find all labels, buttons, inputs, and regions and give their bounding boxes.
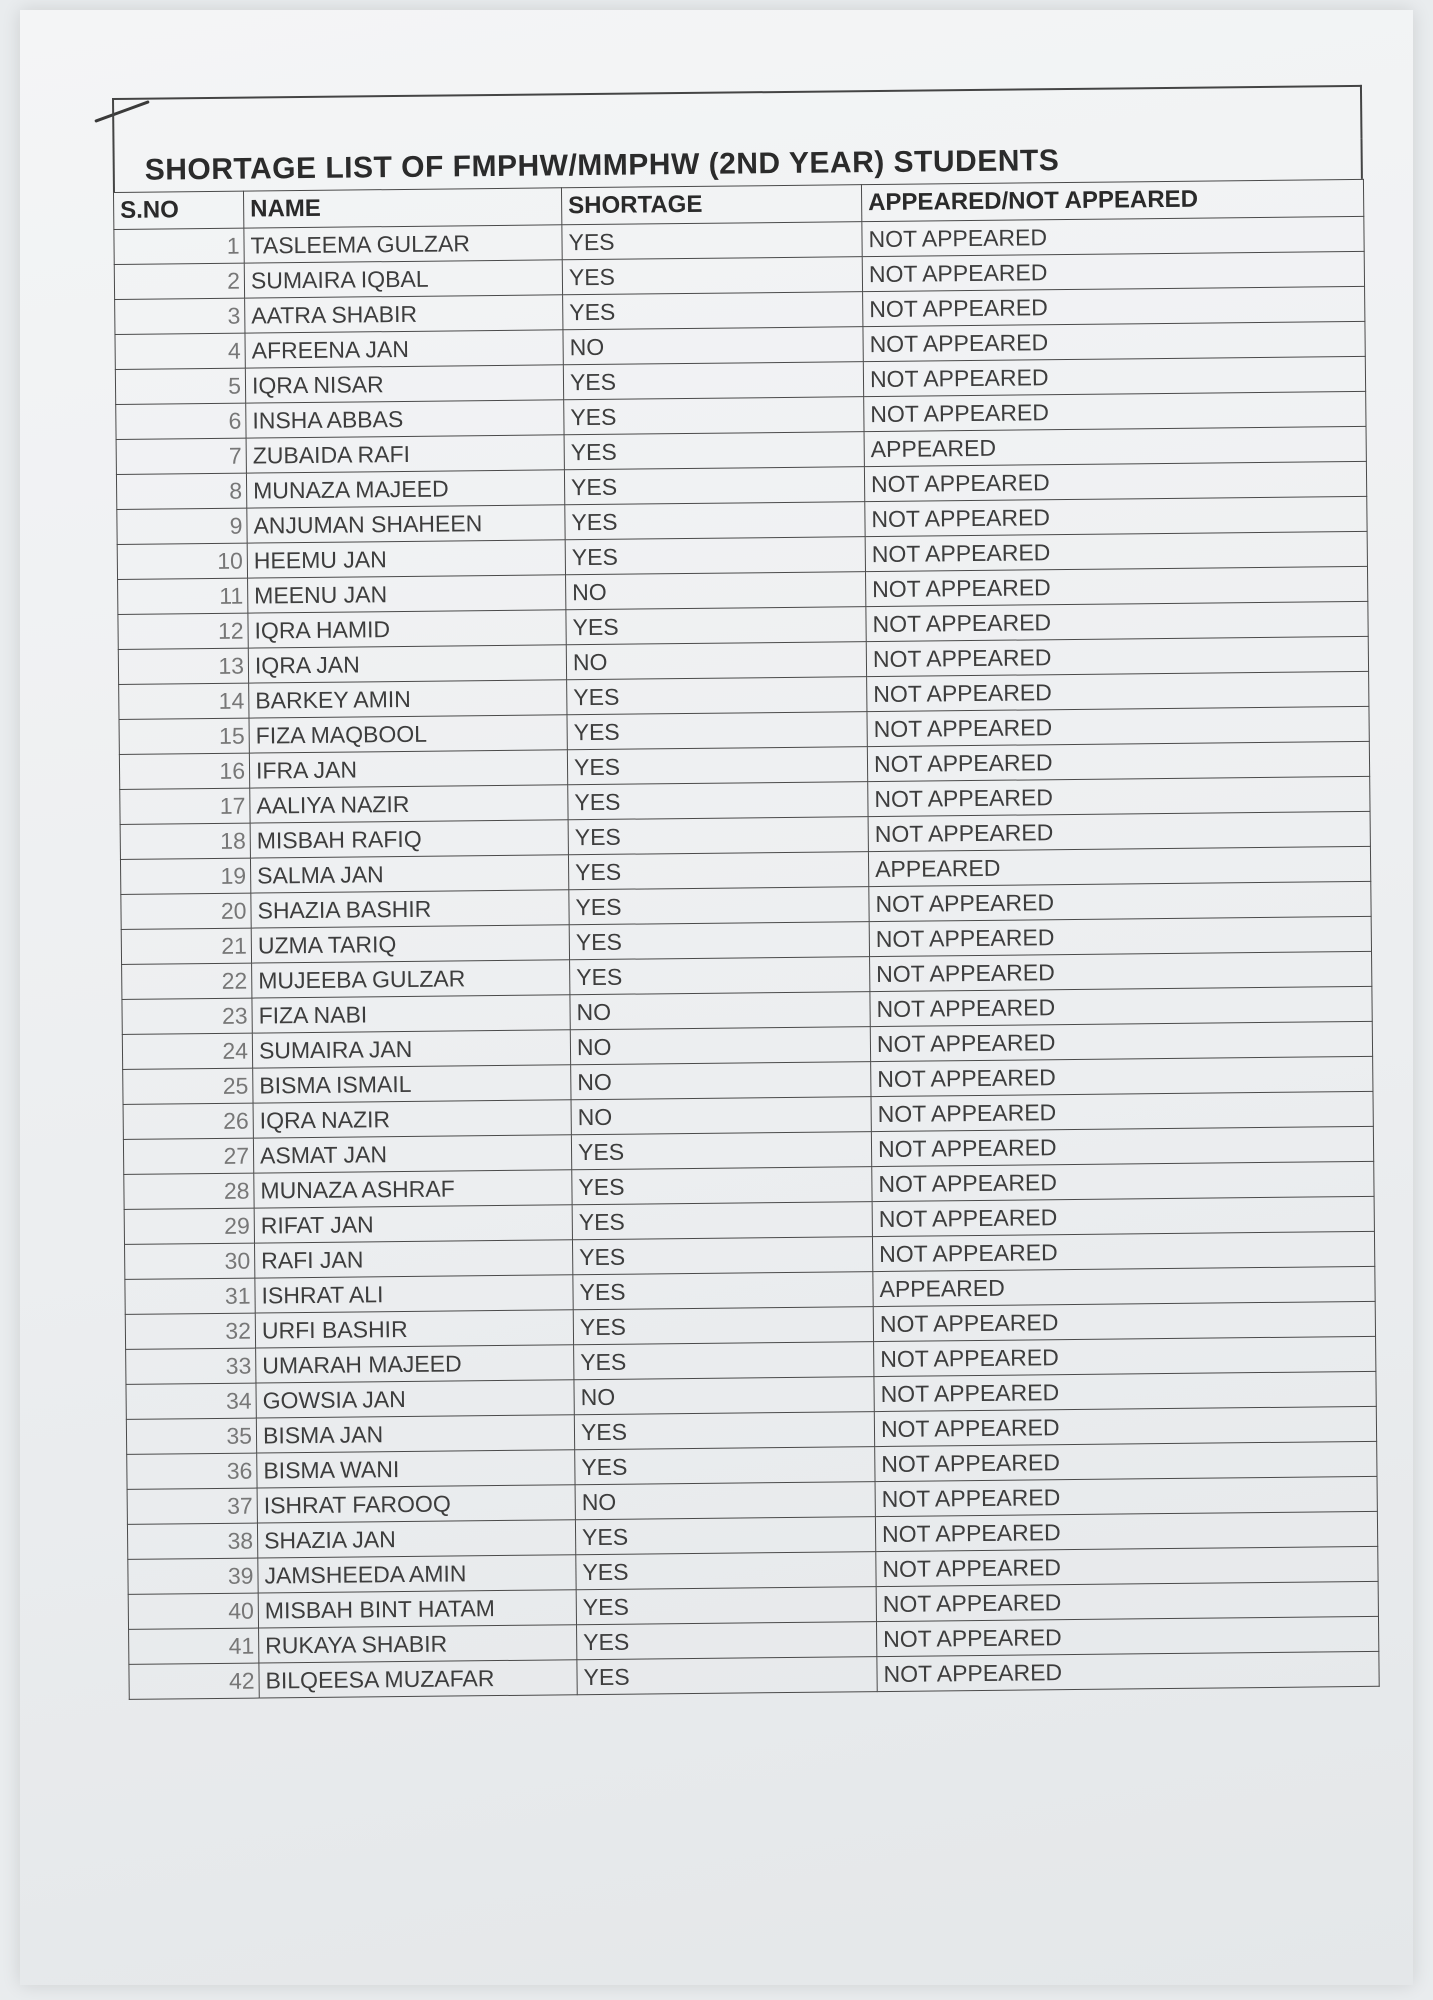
row-sno: 29 xyxy=(124,1208,254,1244)
row-sno: 8 xyxy=(116,473,246,509)
row-sno: 21 xyxy=(121,928,251,964)
row-sno: 37 xyxy=(127,1488,257,1524)
row-shortage: NO xyxy=(570,992,870,1030)
row-shortage: YES xyxy=(576,1587,876,1625)
row-sno: 35 xyxy=(126,1418,256,1454)
row-status: NOT APPEARED xyxy=(866,636,1368,676)
row-status: NOT APPEARED xyxy=(871,1091,1373,1131)
row-sno: 40 xyxy=(128,1593,258,1629)
row-name: IQRA HAMID xyxy=(248,610,566,648)
row-shortage: YES xyxy=(575,1447,875,1485)
row-sno: 18 xyxy=(120,823,250,859)
row-status: NOT APPEARED xyxy=(870,1021,1372,1061)
row-name: SHAZIA BASHIR xyxy=(251,890,569,928)
row-status: NOT APPEARED xyxy=(867,671,1369,711)
row-shortage: YES xyxy=(565,537,865,575)
row-shortage: YES xyxy=(568,782,868,820)
row-sno: 28 xyxy=(124,1173,254,1209)
row-status: NOT APPEARED xyxy=(868,776,1370,816)
row-status: NOT APPEARED xyxy=(871,1056,1373,1096)
row-sno: 38 xyxy=(127,1523,257,1559)
row-status: NOT APPEARED xyxy=(875,1476,1377,1516)
row-status: NOT APPEARED xyxy=(862,251,1364,291)
row-name: SHAZIA JAN xyxy=(257,1520,575,1558)
row-status: NOT APPEARED xyxy=(872,1231,1374,1271)
row-sno: 15 xyxy=(119,718,249,754)
row-shortage: YES xyxy=(566,607,866,645)
row-name: MISBAH RAFIQ xyxy=(250,820,568,858)
row-sno: 33 xyxy=(126,1348,256,1384)
row-name: GOWSIA JAN xyxy=(256,1380,574,1418)
row-name: UZMA TARIQ xyxy=(251,925,569,963)
row-sno: 36 xyxy=(127,1453,257,1489)
row-status: NOT APPEARED xyxy=(876,1546,1378,1586)
row-sno: 41 xyxy=(129,1628,259,1664)
shortage-table xyxy=(113,179,1380,1700)
row-shortage: YES xyxy=(577,1657,877,1695)
row-shortage: NO xyxy=(571,1097,871,1135)
row-status: NOT APPEARED xyxy=(862,216,1364,256)
row-shortage: YES xyxy=(564,397,864,435)
row-shortage: NO xyxy=(574,1377,874,1415)
row-name: RIFAT JAN xyxy=(254,1205,572,1243)
row-sno: 4 xyxy=(115,333,245,369)
row-name: AATRA SHABIR xyxy=(245,295,563,333)
row-shortage: YES xyxy=(563,362,863,400)
row-shortage: NO xyxy=(571,1062,871,1100)
row-sno: 32 xyxy=(125,1313,255,1349)
row-name: FIZA NABI xyxy=(252,995,570,1033)
row-status: NOT APPEARED xyxy=(863,286,1365,326)
row-name: AFREENA JAN xyxy=(245,330,563,368)
row-status: NOT APPEARED xyxy=(869,916,1371,956)
shortage-list xyxy=(112,85,1379,1700)
row-sno: 6 xyxy=(116,403,246,439)
row-shortage: YES xyxy=(571,1132,871,1170)
row-shortage: YES xyxy=(572,1237,872,1275)
row-sno: 19 xyxy=(120,858,250,894)
row-sno: 9 xyxy=(117,508,247,544)
row-name: JAMSHEEDA AMIN xyxy=(258,1555,576,1593)
row-shortage: YES xyxy=(574,1412,874,1450)
row-shortage: YES xyxy=(568,817,868,855)
row-shortage: YES xyxy=(562,257,862,295)
row-status: NOT APPEARED xyxy=(874,1371,1376,1411)
row-name: SUMAIRA JAN xyxy=(252,1030,570,1068)
row-status: NOT APPEARED xyxy=(876,1581,1378,1621)
row-name: UMARAH MAJEED xyxy=(256,1345,574,1383)
row-shortage: YES xyxy=(567,712,867,750)
row-sno: 7 xyxy=(116,438,246,474)
row-status: NOT APPEARED xyxy=(867,741,1369,781)
row-name: MUJEEBA GULZAR xyxy=(252,960,570,998)
row-shortage: YES xyxy=(565,502,865,540)
row-status: NOT APPEARED xyxy=(870,986,1372,1026)
row-status: NOT APPEARED xyxy=(868,811,1370,851)
row-shortage: YES xyxy=(569,887,869,925)
row-status: NOT APPEARED xyxy=(872,1196,1374,1236)
row-shortage: YES xyxy=(567,677,867,715)
row-shortage: NO xyxy=(563,327,863,365)
row-status: NOT APPEARED xyxy=(875,1511,1377,1551)
row-sno: 22 xyxy=(122,963,252,999)
row-shortage: YES xyxy=(569,922,869,960)
row-sno: 5 xyxy=(115,368,245,404)
row-sno: 2 xyxy=(114,263,244,299)
column-header-status: APPEARED/NOT APPEARED xyxy=(861,179,1363,221)
row-status: NOT APPEARED xyxy=(866,566,1368,606)
row-status: NOT APPEARED xyxy=(873,1301,1375,1341)
row-sno: 31 xyxy=(125,1278,255,1314)
row-name: BISMA WANI xyxy=(257,1450,575,1488)
row-sno: 3 xyxy=(115,298,245,334)
row-status: APPEARED xyxy=(868,846,1370,886)
row-status: NOT APPEARED xyxy=(863,321,1365,361)
row-sno: 34 xyxy=(126,1383,256,1419)
row-status: NOT APPEARED xyxy=(871,1126,1373,1166)
row-name: BILQEESA MUZAFAR xyxy=(259,1660,577,1698)
row-shortage: YES xyxy=(564,432,864,470)
row-sno: 30 xyxy=(125,1243,255,1279)
row-status: NOT APPEARED xyxy=(872,1161,1374,1201)
row-name: SUMAIRA IQBAL xyxy=(244,260,562,298)
row-shortage: YES xyxy=(573,1272,873,1310)
row-shortage: YES xyxy=(563,292,863,330)
row-shortage: NO xyxy=(570,1027,870,1065)
row-status: NOT APPEARED xyxy=(865,531,1367,571)
row-status: NOT APPEARED xyxy=(864,391,1366,431)
row-sno: 16 xyxy=(119,753,249,789)
row-shortage: YES xyxy=(568,852,868,890)
row-name: MISBAH BINT HATAM xyxy=(258,1590,576,1628)
row-shortage: YES xyxy=(576,1552,876,1590)
row-sno: 23 xyxy=(122,998,252,1034)
row-shortage: YES xyxy=(575,1517,875,1555)
row-sno: 24 xyxy=(122,1033,252,1069)
row-shortage: NO xyxy=(566,642,866,680)
row-status: NOT APPEARED xyxy=(866,601,1368,641)
paper-sheet xyxy=(20,10,1413,1985)
row-shortage: YES xyxy=(572,1202,872,1240)
row-status: NOT APPEARED xyxy=(869,881,1371,921)
row-sno: 27 xyxy=(123,1138,253,1174)
row-sno: 13 xyxy=(118,648,248,684)
row-shortage: YES xyxy=(562,222,862,260)
row-name: BARKEY AMIN xyxy=(249,680,567,718)
row-name: BISMA ISMAIL xyxy=(253,1065,571,1103)
row-status: NOT APPEARED xyxy=(876,1616,1378,1656)
column-header-shortage: SHORTAGE xyxy=(561,185,861,225)
row-sno: 1 xyxy=(114,228,244,264)
row-name: TASLEEMA GULZAR xyxy=(244,225,562,263)
row-status: NOT APPEARED xyxy=(865,496,1367,536)
row-status: NOT APPEARED xyxy=(875,1441,1377,1481)
row-sno: 11 xyxy=(118,578,248,614)
row-status: APPEARED xyxy=(864,426,1366,466)
row-shortage: YES xyxy=(574,1342,874,1380)
row-name: RAFI JAN xyxy=(254,1240,572,1278)
row-shortage: YES xyxy=(567,747,867,785)
row-sno: 26 xyxy=(123,1103,253,1139)
row-name: MUNAZA MAJEED xyxy=(246,470,564,508)
row-status: NOT APPEARED xyxy=(870,951,1372,991)
row-shortage: NO xyxy=(566,572,866,610)
row-sno: 20 xyxy=(121,893,251,929)
row-sno: 17 xyxy=(120,788,250,824)
row-name: ANJUMAN SHAHEEN xyxy=(247,505,565,543)
row-status: NOT APPEARED xyxy=(874,1406,1376,1446)
row-status: NOT APPEARED xyxy=(867,706,1369,746)
row-name: IQRA NAZIR xyxy=(253,1100,571,1138)
row-status: NOT APPEARED xyxy=(874,1336,1376,1376)
row-name: ISHRAT ALI xyxy=(255,1275,573,1313)
row-name: URFI BASHIR xyxy=(255,1310,573,1348)
row-status: NOT APPEARED xyxy=(864,461,1366,501)
row-shortage: YES xyxy=(577,1622,877,1660)
row-name: SALMA JAN xyxy=(250,855,568,893)
row-name: IFRA JAN xyxy=(249,750,567,788)
column-header-name: NAME xyxy=(243,188,561,228)
row-name: IQRA NISAR xyxy=(245,365,563,403)
row-shortage: YES xyxy=(573,1307,873,1345)
row-name: MUNAZA ASHRAF xyxy=(254,1170,572,1208)
row-status: NOT APPEARED xyxy=(877,1651,1379,1691)
row-sno: 10 xyxy=(117,543,247,579)
row-name: RUKAYA SHABIR xyxy=(259,1625,577,1663)
document-title: SHORTAGE LIST OF FMPHW/MMPHW (2ND YEAR) STUDENTS xyxy=(113,139,1363,192)
row-sno: 39 xyxy=(128,1558,258,1594)
column-header-sno: S.NO xyxy=(113,191,243,229)
row-sno: 42 xyxy=(129,1663,259,1699)
row-name: HEEMU JAN xyxy=(247,540,565,578)
row-shortage: YES xyxy=(572,1167,872,1205)
row-name: IQRA JAN xyxy=(248,645,566,683)
row-status: APPEARED xyxy=(873,1266,1375,1306)
row-name: ASMAT JAN xyxy=(253,1135,571,1173)
row-name: FIZA MAQBOOL xyxy=(249,715,567,753)
row-sno: 12 xyxy=(118,613,248,649)
row-name: ZUBAIDA RAFI xyxy=(246,435,564,473)
row-name: INSHA ABBAS xyxy=(246,400,564,438)
row-name: AALIYA NAZIR xyxy=(250,785,568,823)
row-shortage: NO xyxy=(575,1482,875,1520)
row-sno: 25 xyxy=(123,1068,253,1104)
row-name: MEENU JAN xyxy=(248,575,566,613)
row-sno: 14 xyxy=(119,683,249,719)
row-shortage: YES xyxy=(564,467,864,505)
row-shortage: YES xyxy=(570,957,870,995)
row-name: ISHRAT FAROOQ xyxy=(257,1485,575,1523)
row-name: BISMA JAN xyxy=(256,1415,574,1453)
row-status: NOT APPEARED xyxy=(863,356,1365,396)
